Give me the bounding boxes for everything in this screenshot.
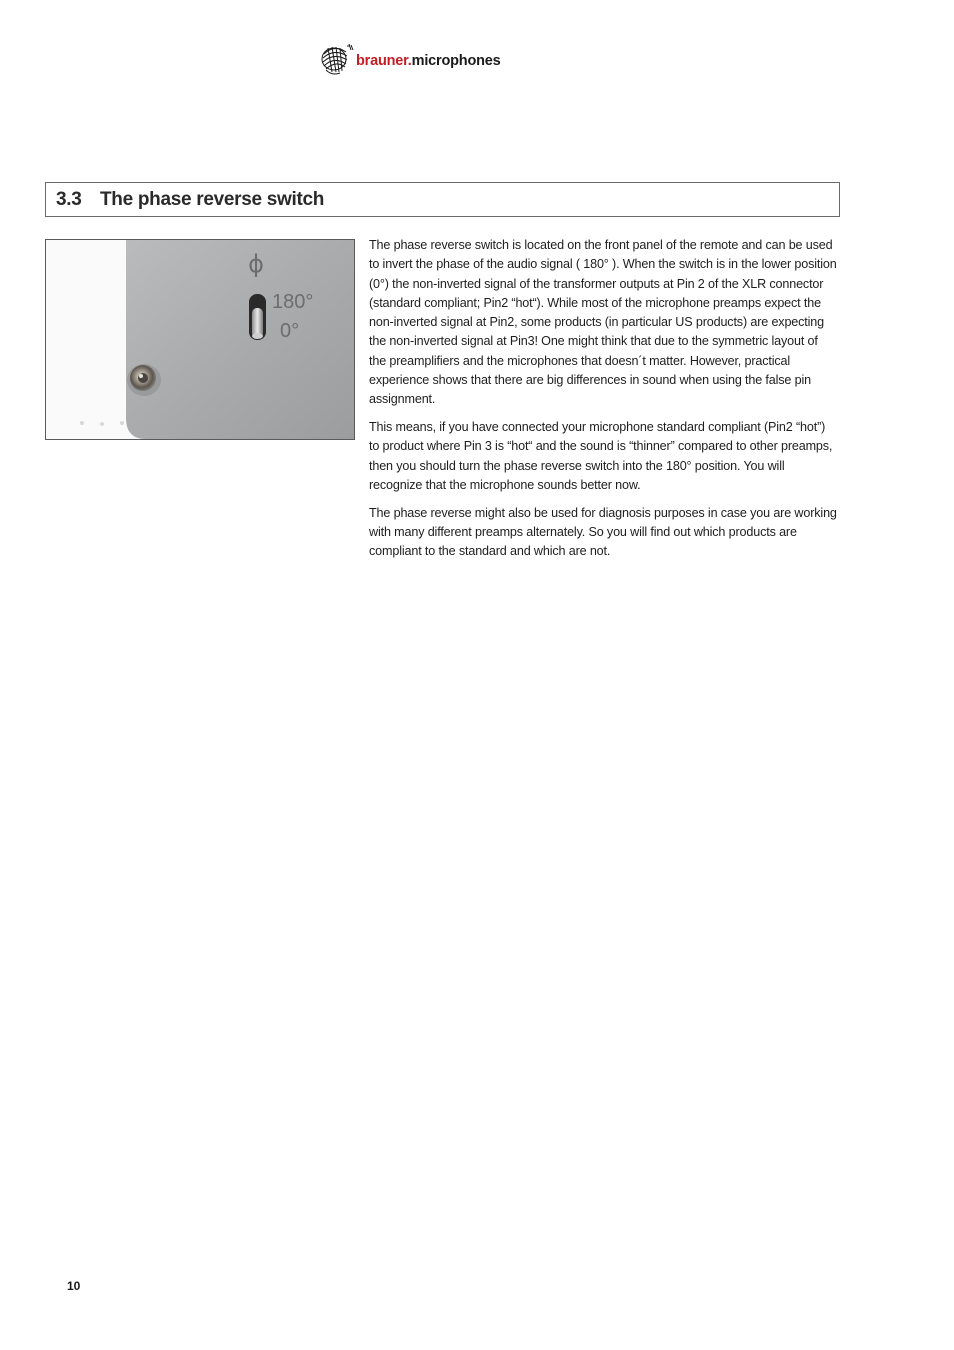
paragraph-diagnosis: The phase reverse might also be used for diagnosis purposes in case you are working with many different preamps alternately. So you will find out which products are compliant to the standard and which are not. bbox=[369, 505, 837, 559]
brand-subtitle: microphones bbox=[411, 53, 501, 69]
paragraph-switch-description: The phase reverse switch is located on the front panel of the remote and can be used to invert the phase of the audio signal ( 180° ). When the switch is in the lower position (0°) the non-inverted signal of the transformer outputs at Pin 2 of the XLR connector (standard compliant; Pin2 “hot“). While most of the microphone preamps expect the non-inverted signal at Pin2, some products (in particular US products) are expecting the non-inverted signal at Pin3! One might think that due to the symmetric layout of the preamplifiers and the microphones that doesn´t matter. However, practical experience shows that there are big differences in sound when using the false pin assignment. bbox=[369, 238, 837, 407]
brand-logo bbox=[320, 40, 500, 80]
brand-dot: . bbox=[407, 53, 412, 69]
paragraph-usage-advice: This means, if you have connected your microphone standard compliant (Pin2 “hot”) to product where Pin 3 is “hot“ and the sound is “thinner” compared to other preamps, then you should turn the phase reverse switch into the 180° position. You will recognize that the microphone sounds better now. bbox=[369, 420, 833, 493]
section-heading bbox=[45, 182, 840, 217]
phase-symbol: ϕ bbox=[248, 250, 264, 278]
panel-surface bbox=[126, 240, 354, 439]
section-title: The phase reverse switch bbox=[100, 188, 325, 210]
section-number: 3.3 bbox=[56, 188, 82, 210]
microphone-capsule-icon bbox=[320, 42, 354, 78]
label-180-degrees: 180° bbox=[272, 291, 314, 313]
page-number: 10 bbox=[67, 1279, 81, 1293]
brand-name: brauner bbox=[356, 53, 408, 69]
body-text bbox=[369, 236, 837, 570]
phase-switch-photo bbox=[45, 239, 355, 440]
brand-wordmark bbox=[356, 53, 500, 69]
label-0-degrees: 0° bbox=[280, 320, 300, 342]
phase-switch-illustration bbox=[46, 240, 354, 439]
